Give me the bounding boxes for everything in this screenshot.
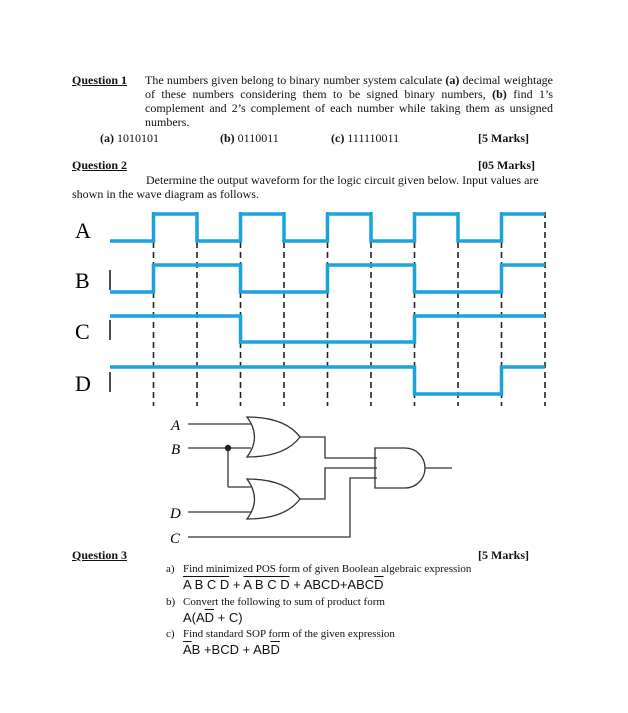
q3-marks: [5 Marks] — [478, 548, 529, 562]
q3-heading: Question 3 — [72, 548, 128, 562]
q3-expression-b — [183, 610, 243, 625]
waveform-a — [110, 214, 545, 241]
expr-a-term2: A B C D — [243, 577, 290, 592]
q2-heading: Question 2 — [72, 158, 128, 172]
q1-marker-a: (a) — [445, 73, 460, 87]
q3-item-a-text: Find minimized POS form of given Boolean algebraic expression — [183, 563, 472, 575]
wire-or1-out — [300, 437, 377, 458]
q1-text-part: find 1’s complement and 2’s complement of each number while taking them as unsigned numbers. — [145, 87, 553, 129]
wave-label-d: D — [75, 371, 91, 396]
expr-a-dbar: $\overline{D}$ — [374, 577, 384, 592]
expr-a-term1: A B C D — [183, 577, 230, 592]
expr-a-plus: + — [229, 577, 244, 592]
expr-b-dbar: $\overline{D}$ — [204, 610, 215, 625]
q3-item-b-text: Convert the following to sum of product form — [183, 596, 385, 608]
wave-label-c: C — [75, 319, 90, 344]
q3-item-b-marker: b) — [166, 596, 176, 608]
expr-a-rest: + ABCD+ABC — [289, 577, 375, 592]
waveform-c — [110, 316, 545, 342]
q3-item-c-text: Find standard SOP form of the given expression — [183, 628, 395, 640]
q3-item-c-marker: c) — [166, 628, 175, 640]
junction-dot — [225, 445, 231, 451]
wave-label-b: B — [75, 268, 90, 293]
wave-label-a: A — [75, 218, 91, 243]
wire-or2-out — [300, 468, 377, 499]
q2-text-line1: Determine the output waveform for the logic circuit given below. Input values are — [146, 173, 539, 187]
waveform-d — [110, 367, 545, 394]
q1-text-part: decimal weightage of these numbers considering them to be signed binary numbers, — [145, 73, 553, 101]
waveform-b — [110, 265, 545, 292]
logic-circuit — [188, 417, 452, 537]
q1-marks: [5 Marks] — [478, 131, 529, 145]
gate-label-c: C — [170, 531, 181, 547]
q1-option-c: (c) 111110011 — [331, 131, 400, 145]
gate-label-a: A — [171, 418, 181, 434]
or-gate-1 — [247, 417, 300, 457]
q3-expression-c — [183, 642, 280, 657]
q1-option-b: (b) 0110011 — [220, 131, 279, 145]
q2-text-line2: shown in the wave diagram as follows. — [72, 187, 259, 201]
q2-marks: [05 Marks] — [478, 158, 535, 172]
expr-c-dbar: $\overline{D}$ — [270, 642, 280, 657]
q1-option-a: (a) 1010101 — [100, 131, 159, 145]
q3-item-a-marker: a) — [166, 563, 175, 575]
and-gate — [375, 448, 425, 488]
q3-expression-a — [183, 577, 384, 592]
expr-b-part: A(A — [183, 610, 205, 625]
gate-label-b: B — [171, 442, 181, 458]
expr-c-part: B +BCD + AB — [191, 642, 271, 657]
expr-b-part: + C) — [214, 610, 243, 625]
q1-heading: Question 1 — [72, 73, 128, 87]
q1-text-part: The numbers given belong to binary number system calculate — [145, 73, 446, 87]
or-gate-2 — [247, 479, 300, 519]
gate-label-d: D — [170, 506, 181, 522]
q1-marker-b: (b) — [492, 87, 507, 101]
expr-c-abar: $\overline{A}$ — [183, 642, 192, 657]
